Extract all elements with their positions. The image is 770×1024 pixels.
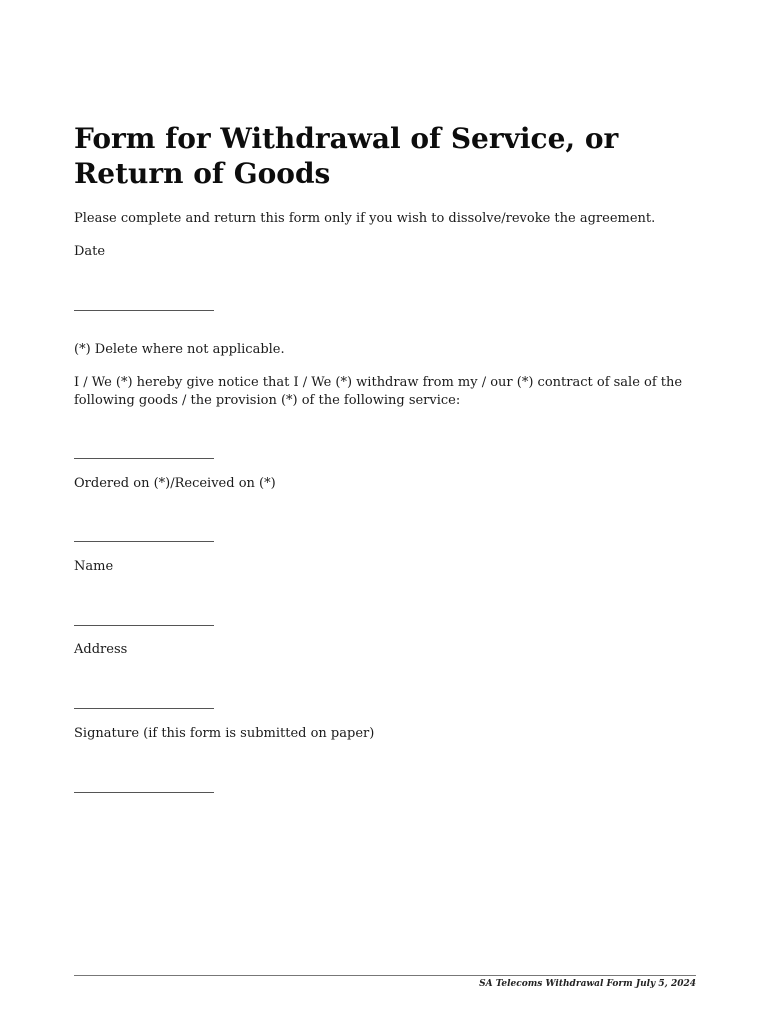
- intro-text: Please complete and return this form only if you wish to dissolve/revoke the agreement.: [74, 211, 656, 226]
- footer-caption: SA Telecoms Withdrawal Form July 5, 2024: [479, 979, 696, 989]
- footer-divider: [74, 975, 696, 976]
- signature-label: Signature (if this form is submitted on paper): [74, 726, 375, 741]
- notice-text: I / We (*) hereby give notice that I / We (*) withdraw from my / our (*) contract of sale of the following goods / the provision (*) of the following service:: [74, 375, 683, 408]
- name-line: [74, 625, 214, 626]
- ordered-received-line: [74, 541, 214, 542]
- form-title: Form for Withdrawal of Service, or Return of Goods: [74, 122, 619, 190]
- address-label: Address: [74, 642, 128, 657]
- date-label: Date: [74, 244, 106, 259]
- name-label: Name: [74, 559, 114, 574]
- delete-note: (*) Delete where not applicable.: [74, 342, 285, 357]
- signature-line: [74, 792, 214, 793]
- goods-service-line: [74, 458, 214, 459]
- ordered-received-label: Ordered on (*)/Received on (*): [74, 476, 276, 491]
- address-line: [74, 708, 214, 709]
- date-signature-line: [74, 310, 214, 311]
